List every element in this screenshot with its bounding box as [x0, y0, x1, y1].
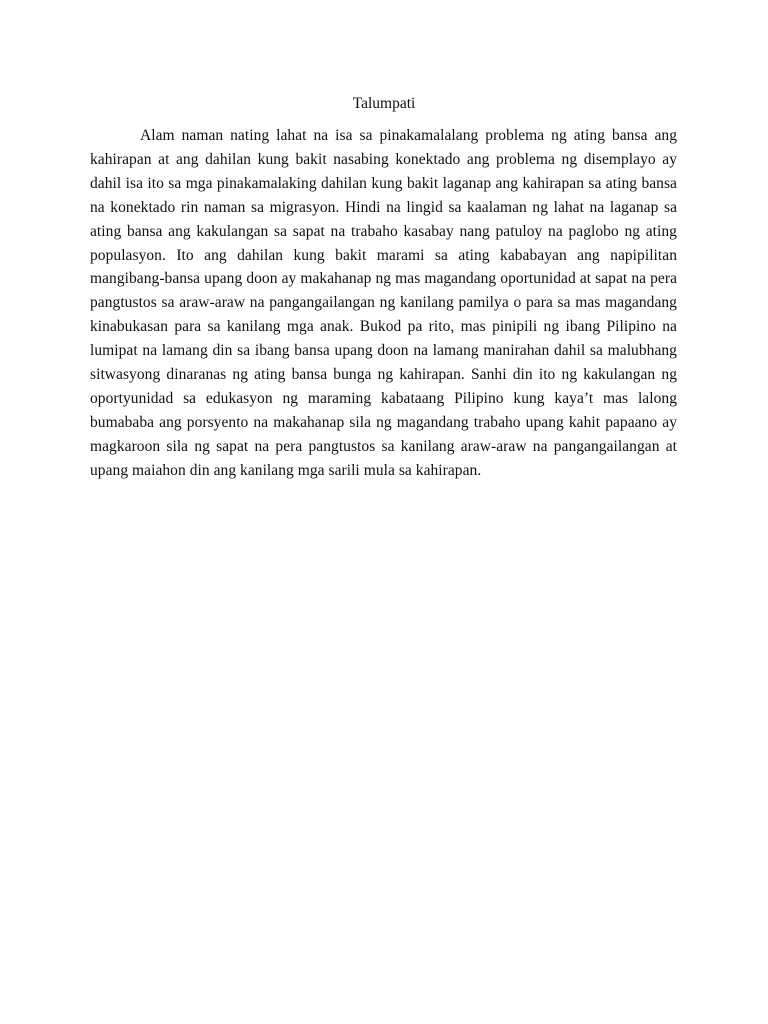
document-title: Talumpati [352, 95, 416, 112]
body-paragraph: Alam naman nating lahat na isa sa pinakamalalang problema ng ating bansa ang kahirapan at ang dahilan kung bakit nasabing konektado ang problema ng disemplayo ay dahil isa ito sa mga pinakamalaking dahilan kung bakit laganap ang kahirapan sa ating bansa na konektado rin naman sa migrasyon. Hindi na lingid sa kaalaman ng lahat na laganap sa ating bansa ang kakulangan sa sapat na trabaho kasabay nang patuloy na paglobo ng ating populasyon. Ito ang dahilan kung bakit marami sa ating kababayan ang napipilitan mangibang-bansa upang doon ay makahanap ng mas magandang oportunidad at sapat na pera pangtustos sa araw-araw na pangangailangan ng kanilang pamilya o para sa mas magandang kinabukasan para sa kanilang mga anak. Bukod pa rito, mas pinipili ng ibang Pilipino na lumipat na lamang din sa ibang bansa upang doon na lamang manirahan dahil sa malubhang sitwasyong dinaranas ng ating bansa bunga ng kahirapan. Sanhi din ito ng kakulangan ng oportyunidad sa edukasyon ng maraming kabataang Pilipino kung kaya’t mas lalong bumababa ang porsyento na makahanap sila ng magandang trabaho upang kahit papaano ay magkaroon sila ng sapat na pera pangtustos sa kanilang araw-araw na pangangailangan at upang maiahon din ang kanilang mga sarili mula sa kahirapan. [90, 127, 677, 479]
